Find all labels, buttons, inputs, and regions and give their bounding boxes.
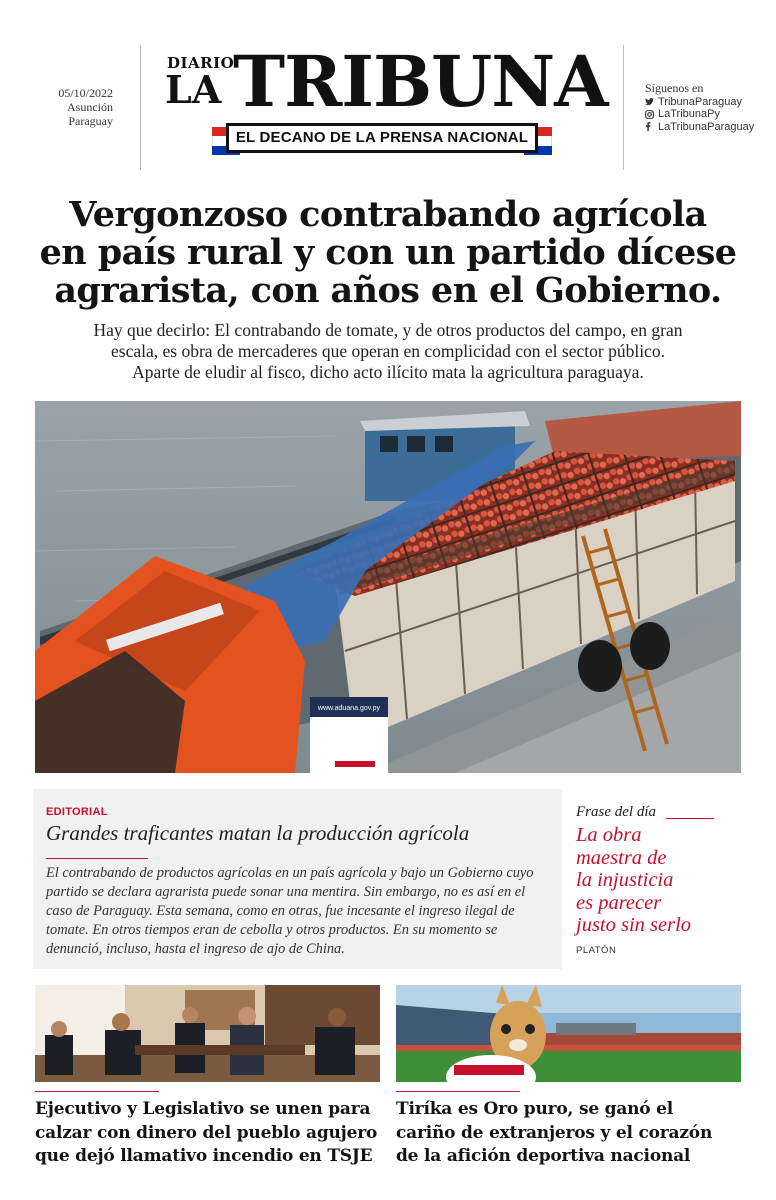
headline-line: cariño de extranjeros y el corazón — [396, 1122, 713, 1143]
logo-diario: DIARIO — [167, 54, 235, 72]
headline-line: en país rural y con un partido dícese — [39, 232, 737, 273]
story-photo[interactable] — [396, 985, 741, 1082]
quote-label: Frase del día — [576, 804, 656, 820]
quote-text — [576, 824, 751, 937]
social-handle: LaTribunaParaguay — [658, 120, 755, 133]
editorial-body: El contrabando de productos agrícolas en un país agrícola y bajo un Gobierno cuyo partido se declara agrarista puede sonar una mentira. Sin embargo, no es así en el caso de Paraguay. Esta semana, como en otras, fue incesante el ingreso ilegal de tomate. En otros tiempos eran de cebolla y otros productos. En su momento se denunció, incluso, hasta el ingreso de ajo de China. — [46, 865, 534, 957]
photo-sign-text: www.aduana.gov.py — [317, 705, 381, 712]
editorial-box — [33, 789, 562, 969]
lead-headline[interactable] — [20, 196, 756, 310]
social-item-twitter[interactable] — [645, 96, 754, 109]
masthead — [0, 0, 776, 175]
divider-right — [623, 45, 624, 170]
divider-left — [140, 45, 141, 170]
country: Paraguay — [68, 114, 113, 128]
deck-line: Hay que decirlo: El contrabando de tomate, y de otros productos del campo, en gran — [93, 320, 683, 340]
headline-line: Vergonzoso contrabando agrícola — [69, 194, 707, 235]
twitter-icon — [645, 98, 654, 106]
lead-photo[interactable] — [35, 401, 741, 773]
social-handle: LaTribunaPy — [658, 108, 720, 120]
editorial-rule — [46, 858, 148, 859]
facebook-icon — [645, 122, 654, 131]
social-title: Síguenos en — [645, 81, 704, 95]
dateline — [38, 86, 113, 128]
social-links — [645, 82, 754, 133]
date: 05/10/2022 — [58, 86, 113, 100]
quote-line: la injusticia — [576, 869, 674, 892]
instagram-icon — [645, 110, 654, 119]
deck-line: escala, es obra de mercaderes que operan en complicidad con el sector público. — [111, 341, 665, 361]
story-headline[interactable] — [396, 1098, 741, 1169]
headline-line: que dejó llamativo incendio en TSJE — [35, 1146, 373, 1166]
quote-author: PLATÓN — [576, 945, 617, 956]
logo-la: LA — [165, 67, 222, 112]
editorial-label: EDITORIAL — [46, 806, 108, 818]
headline-line: de la afición deportiva nacional — [396, 1146, 691, 1166]
headline-line: Ejecutivo y Legislativo se unen para — [35, 1099, 371, 1119]
quote-line: es parecer — [576, 891, 662, 914]
logo[interactable] — [165, 40, 608, 163]
quote-rule — [666, 818, 714, 819]
story-card[interactable] — [396, 985, 741, 1169]
logo-tribuna: TRIBUNA — [233, 40, 608, 123]
city: Asunción — [67, 100, 113, 114]
quote-line: La obra — [576, 824, 642, 846]
social-handle: TribunaParaguay — [658, 95, 742, 108]
deck-line: Aparte de eludir al fisco, dicho acto ilícito mata la agricultura paraguaya. — [132, 362, 644, 382]
headline-line: calzar con dinero del pueblo agujero — [35, 1122, 378, 1143]
quote-line: justo sin serlo — [576, 914, 692, 937]
story-headline[interactable] — [35, 1098, 380, 1169]
story-photo[interactable] — [35, 985, 380, 1082]
social-item-facebook[interactable] — [645, 121, 754, 134]
tagline: EL DECANO DE LA PRENSA NACIONAL — [226, 123, 538, 153]
lead-deck — [40, 320, 736, 383]
headline-line: Tiríka es Oro puro, se ganó el — [396, 1099, 674, 1119]
story-card[interactable] — [35, 985, 380, 1169]
story-rule — [396, 1091, 520, 1092]
social-item-instagram[interactable] — [645, 108, 754, 121]
quote-line: maestra de — [576, 846, 667, 869]
headline-line: agrarista, con años en el Gobierno. — [54, 270, 722, 311]
tagline-banner — [212, 123, 552, 159]
story-rule — [35, 1091, 159, 1092]
editorial-title[interactable]: Grandes traficantes matan la producción agrícola — [46, 821, 470, 845]
